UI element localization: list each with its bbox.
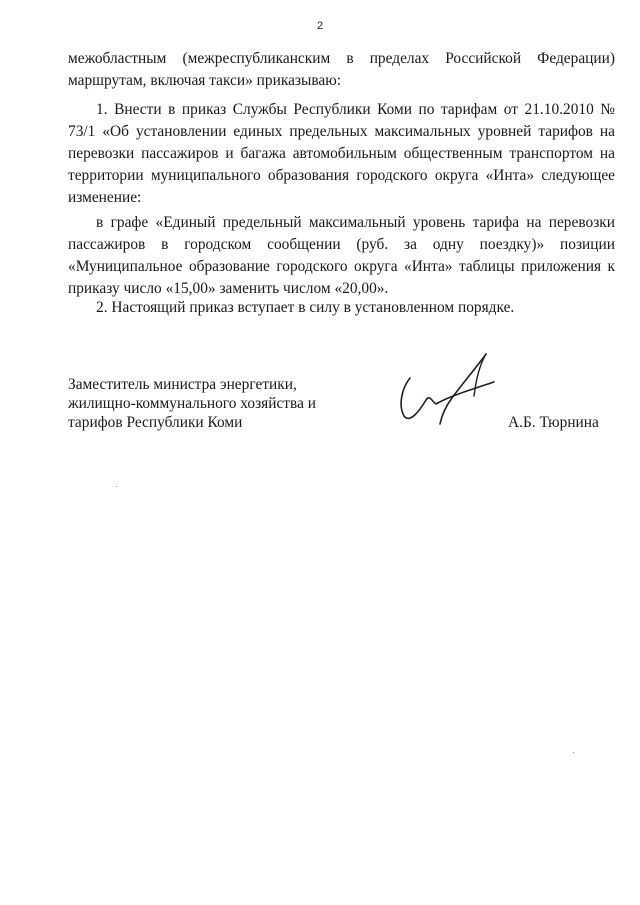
page-number: 2 (316, 20, 324, 32)
item-1-paragraph: 1. Внести в приказ Службы Республики Коми по тарифам от 21.10.2010 № 73/1 «Об установлении единых предельных максимальных уровней тарифов на перевозки пассажиров и багажа автомобильным общественным транспортом на территории муниципального образования городского округа «Инта» следующее изменение: (68, 101, 615, 206)
signatory-title-line: жилищно-коммунального хозяйства и (68, 395, 317, 412)
item-1-detail-paragraph: в графе «Единый предельный максимальный уровень тарифа на перевозки пассажиров в городском сообщении (руб. за одну поездку)» позиции «Муниципальное образование городского округа «Инта» таблицы приложения к приказу число «15,00» заменить числом «20,00». (68, 214, 615, 297)
signatory-name: А.Б. Тюрнина (508, 414, 599, 431)
item-2-paragraph: 2. Настоящий приказ вступает в силу в установленном порядке. (96, 299, 515, 316)
scan-speck (116, 486, 117, 487)
signatory-title-line: Заместитель министра энергетики, (68, 376, 297, 393)
handwritten-signature (390, 350, 500, 430)
scan-speck (573, 752, 574, 753)
signatory-title-line: тарифов Республики Коми (68, 414, 243, 431)
signatory-title (68, 375, 317, 432)
continuation-paragraph: межобластным (межреспубликанским в пределах Российской Федерации) маршрутам, включая такси» приказываю: (68, 50, 615, 89)
